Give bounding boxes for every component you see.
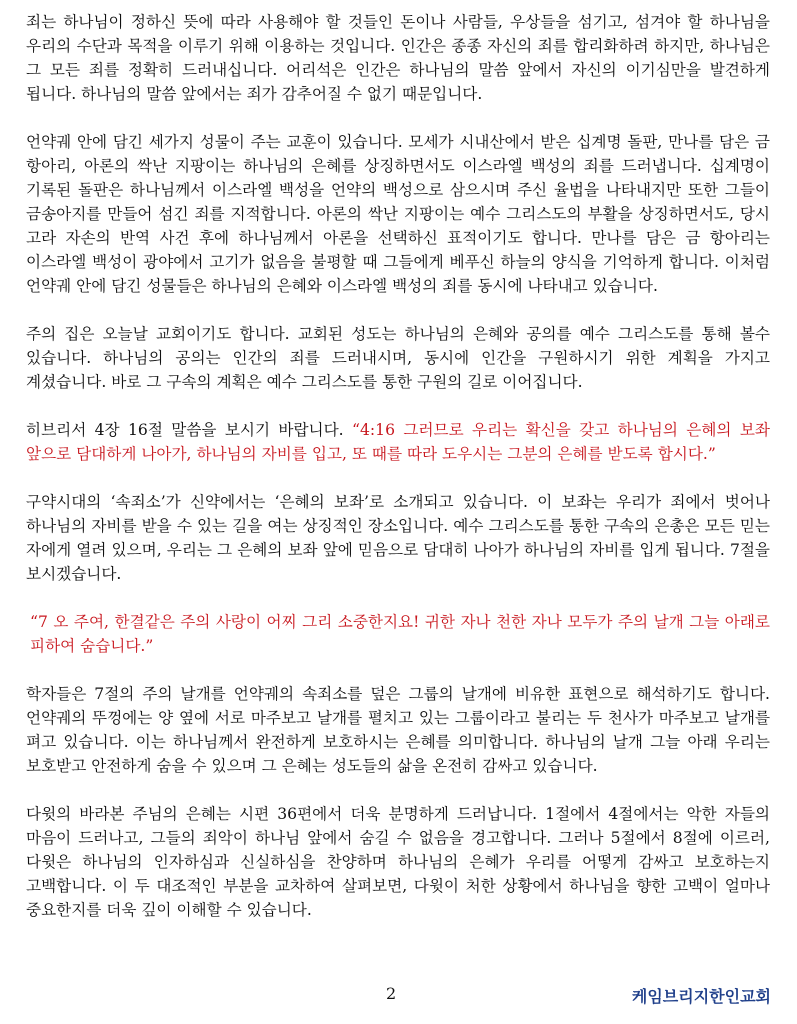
paragraph-wings: 학자들은 7절의 주의 날개를 언약궤의 속죄소를 덮은 그룹의 날개에 비유한 표현으로 해석하기도 합니다. 언약궤의 뚜껑에는 양 옆에 서로 마주보고 날개를 펼치고 있는 그룹이라고 불리는 두 천사가 마주보고 날개를 펴고 있습니다. 이는 하나님께서 완전하게 보호하시는 은혜를 의미합니다. 하나님의 날개 그늘 아래 우리는 보호받고 안전하게 숨을 수 있으며 그 은혜는 성도들의 삶을 온전히 감싸고 있습니다. xyxy=(26,685,770,775)
page-number: 2 xyxy=(386,984,397,1003)
paragraph-david: 다윗의 바라본 주님의 은혜는 시편 36편에서 더욱 분명하게 드러납니다. 1절에서 4절에서는 악한 자들의 마음이 드러나고, 그들의 죄악이 하나님 앞에서 숨길 수 없음을 경고합니다. 그러나 5절에서 8절에 이르러, 다윗은 하나님의 인자하심과 신실하심을 찬양하며 하나님의 은혜가 우리를 어떻게 감싸고 보호하는지 고백합니다. 이 두 대조적인 부분을 교차하여 살펴보면, 다윗이 처한 상황에서 하나님을 향한 고백이 얼마나 중요한지를 더욱 깊이 이해할 수 있습니다. xyxy=(26,805,770,919)
psalm-quote: “7 오 주여, 한결같은 주의 사랑이 어찌 그리 소중한지요! 귀한 자나 천한 자나 모두가 주의 날개 그늘 아래로 피하여 숨습니다.” xyxy=(30,613,770,655)
hebrews-intro: 히브리서 4장 16절 말씀을 보시기 바랍니다. xyxy=(26,421,353,439)
church-name: 케임브리지한인교회 xyxy=(631,987,771,1006)
document-body xyxy=(26,10,770,946)
hebrews-quote: “4:16 그러므로 우리는 확신을 갖고 하나님의 은혜의 보좌 앞으로 담대하게 나아가, 하나님의 자비를 입고, 또 때를 따라 도우시는 그분의 은혜를 받도록 합시다.” xyxy=(26,421,770,463)
paragraph-sin: 죄는 하나님이 정하신 뜻에 따라 사용해야 할 것들인 돈이나 사람들, 우상들을 섬기고, 섬겨야 할 하나님을 우리의 수단과 목적을 이루기 위해 이용하는 것입니다. 인간은 종종 자신의 죄를 합리화하려 하지만, 하나님은 그 모든 죄를 정확히 드러내십니다. 어리석은 인간은 하나님의 말씀 앞에서 자신의 이기심만을 발견하게 됩니다. 하나님의 말씀 앞에서는 죄가 감추어질 수 없기 때문입니다. xyxy=(26,13,770,103)
paragraph-mercy-seat: 구약시대의 ‘속죄소’가 신약에서는 ‘은혜의 보좌’로 소개되고 있습니다. 이 보좌는 우리가 죄에서 벗어나 하나님의 자비를 받을 수 있는 길을 여는 상징적인 장소입니다. 예수 그리스도를 통한 구속의 은총은 모든 믿는 자에게 열려 있으며, 우리는 그 은혜의 보좌 앞에 믿음으로 담대히 나아가 하나님의 자비를 입게 됩니다. 7절을 보시겠습니다. xyxy=(26,493,770,583)
paragraph-house-of-lord: 주의 집은 오늘날 교회이기도 합니다. 교회된 성도는 하나님의 은혜와 공의를 예수 그리스도를 통해 볼수 있습니다. 하나님의 공의는 인간의 죄를 드러내시며, 동시에 인간을 구원하시기 위한 계획을 가지고 계셨습니다. 바로 그 구속의 계획은 예수 그리스도를 통한 구원의 길로 이어집니다. xyxy=(26,325,770,391)
paragraph-hebrews xyxy=(26,418,770,466)
paragraph-ark-contents: 언약궤 안에 담긴 세가지 성물이 주는 교훈이 있습니다. 모세가 시내산에서 받은 십계명 돌판, 만나를 담은 금 항아리, 아론의 싹난 지팡이는 하나님의 은혜를 상징하면서도 이스라엘 백성의 죄를 드러냅니다. 십계명이 기록된 돌판은 하나님께서 이스라엘 백성을 언약의 백성으로 삼으시며 주신 율법을 나타내지만 또한 그들이 금송아지를 만들어 섬긴 죄를 지적합니다. 아론의 싹난 지팡이는 예수 그리스도의 부활을 상징하면서도, 당시 고라 자손의 반역 사건 후에 하나님께서 아론을 선택하신 표적이기도 합니다. 만나를 담은 금 항아리는 이스라엘 백성이 광야에서 고기가 없음을 불평할 때 그들에게 베푸신 하늘의 양식을 기억하게 합니다. 이처럼 언약궤 안에 담긴 성물들은 하나님의 은혜와 이스라엘 백성의 죄를 동시에 나타내고 있습니다. xyxy=(26,133,770,295)
